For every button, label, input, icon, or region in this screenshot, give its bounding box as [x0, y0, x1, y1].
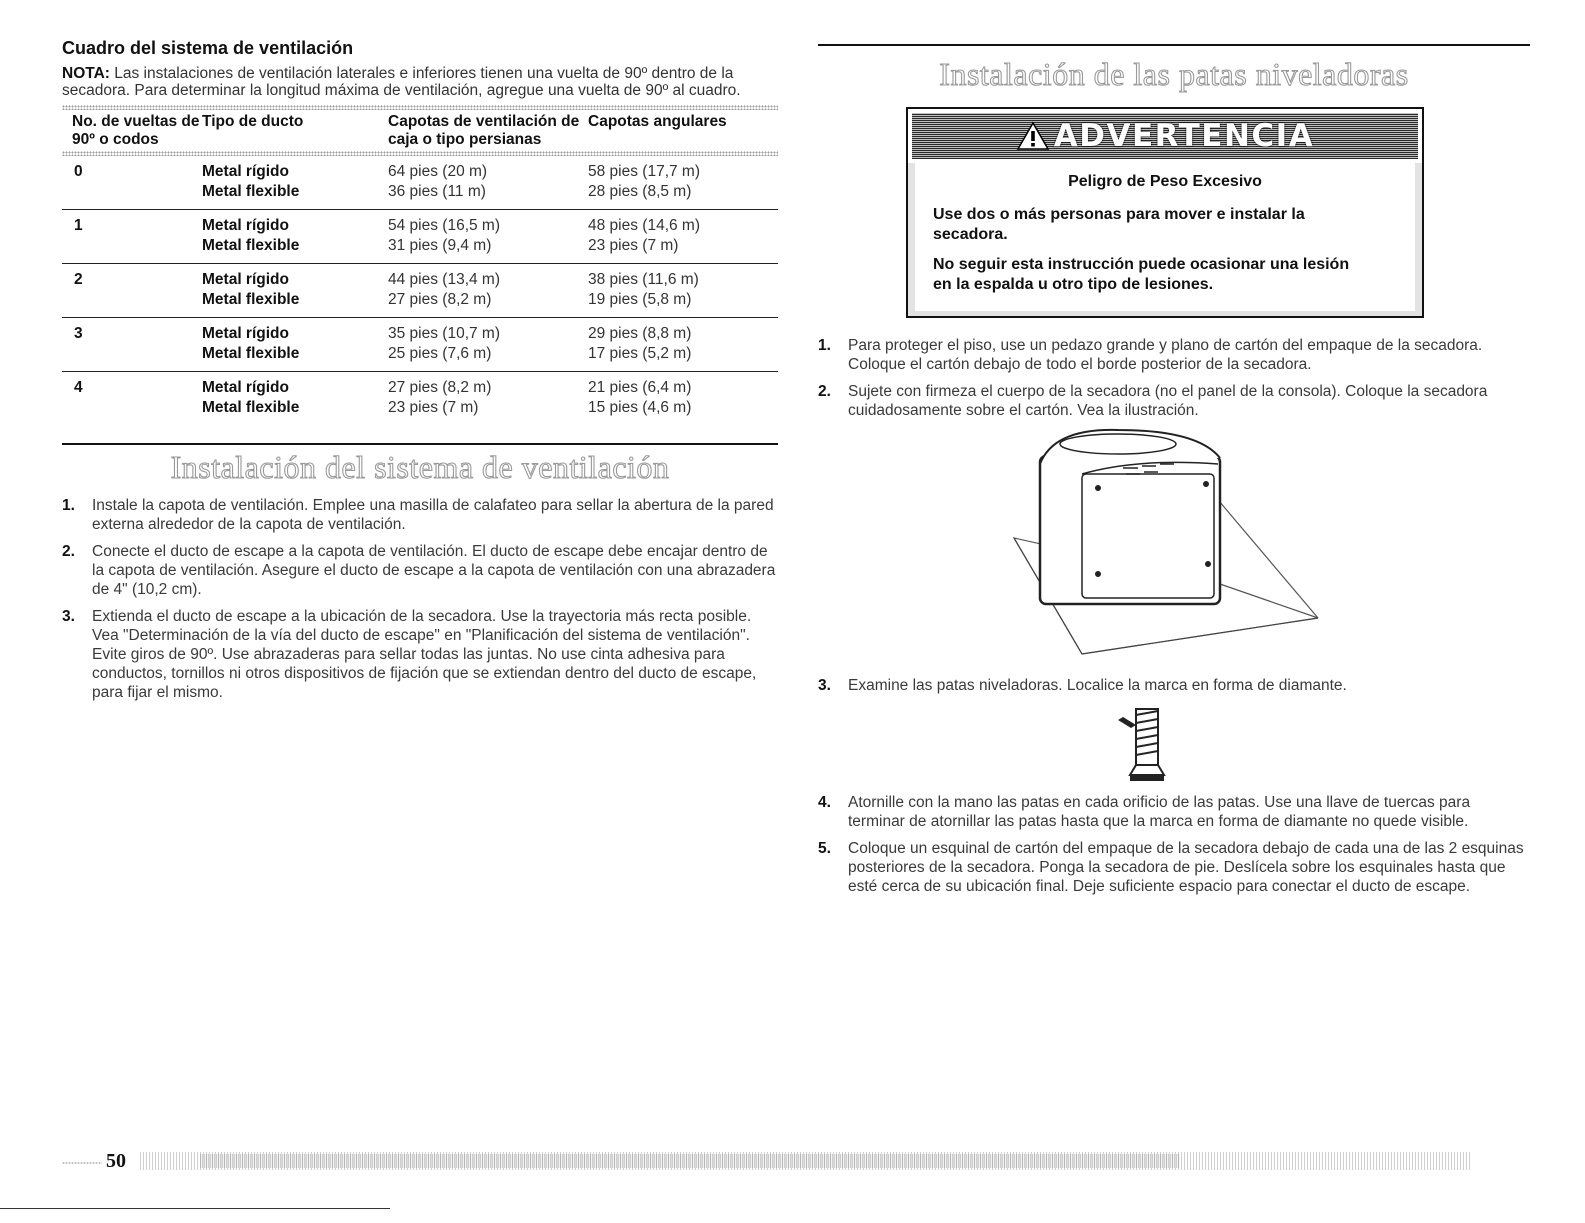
box-hood-cell: 25 pies (7,6 m): [388, 344, 588, 372]
step-item: [62, 496, 778, 534]
duct-type-cell: Metal rígido: [202, 163, 289, 180]
box-hood-cell: 23 pies (7 m): [388, 399, 479, 416]
duct-type-cell: Metal rígido: [202, 379, 289, 396]
leveling-steps-c: [818, 793, 1530, 896]
left-column: [62, 38, 778, 710]
step-number: 1.: [62, 497, 75, 514]
footer-leader: [62, 1162, 102, 1164]
step-text: Examine las patas niveladoras. Localice la marca en forma de diamante.: [848, 677, 1347, 694]
duct-type-cell: Metal rígido: [202, 325, 289, 342]
angled-hood-cell: 28 pies (8,5 m): [588, 182, 778, 210]
angled-hood-cell: 48 pies (14,6 m): [588, 217, 700, 234]
table-header-row: [62, 110, 778, 151]
box-hood-cell: 64 pies (20 m): [388, 163, 488, 180]
turns-cell: [62, 344, 202, 372]
warning-line-2: No seguir esta instrucción puede ocasionar una lesión en la espalda u otro tipo de lesiones.: [933, 256, 1350, 293]
step-number: 2.: [818, 383, 831, 400]
duct-type-cell: Metal flexible: [202, 399, 300, 416]
right-top-rule: [818, 44, 1530, 46]
table-row: [62, 264, 778, 291]
step-number: 2.: [62, 543, 75, 560]
angled-hood-cell: 17 pies (5,2 m): [588, 344, 778, 372]
step-text: Instale la capota de ventilación. Emplee una masilla de calafateo para sellar la abertura de la pared externa alrededor de la capota de ventilación.: [92, 497, 774, 533]
table-row: [62, 182, 778, 210]
step-item: [818, 336, 1530, 374]
duct-type-cell: Metal flexible: [202, 182, 388, 210]
step-text: Atornille con la mano las patas en cada orificio de las patas. Use una llave de tuercas para terminar de atornillar las patas hasta que la marca en forma de diamante no quede visible.: [848, 794, 1471, 830]
step-text: Extienda el ducto de escape a la ubicación de la secadora. Use la trayectoria más recta posible. Vea "Determinación de la vía del ducto de escape" en "Planificación del sistema de ventilación". Evite giros de 90º. Use abrazaderas para sellar todas las juntas. No use cinta adhesiva para conductos, tornillos ni otros dispositivos de fijación que se extiendan dentro del ducto de escape, para fijar el mismo.: [92, 608, 757, 701]
right-column: [818, 38, 1530, 904]
step-item: [62, 542, 778, 599]
note-paragraph: [62, 65, 778, 99]
angled-hood-cell: 23 pies (7 m): [588, 236, 778, 264]
warning-banner-text: ADVERTENCIA: [1053, 118, 1315, 154]
turns-cell: 3: [74, 325, 83, 342]
step-item: [62, 607, 778, 702]
bottom-edge-line: [0, 1208, 390, 1209]
step-item: [818, 676, 1530, 695]
dryer-on-cardboard-illustration: [818, 428, 1530, 668]
header-angled-hoods: Capotas angulares: [588, 113, 727, 130]
step-number: 3.: [818, 677, 831, 694]
dryer-tilted-icon: [818, 428, 1530, 668]
box-hood-cell: 36 pies (11 m): [388, 182, 588, 210]
turns-cell: [62, 398, 202, 425]
step-text: Sujete con firmeza el cuerpo de la secadora (no el panel de la consola). Coloque la secadora cuidadosamente sobre el cartón. Vea la ilustración.: [848, 383, 1488, 419]
duct-type-cell: Metal rígido: [202, 271, 289, 288]
table-row: [62, 156, 778, 182]
table-row: [62, 290, 778, 318]
leveling-legs-title: Instalación de las patas niveladoras: [939, 56, 1409, 92]
table-row: [62, 344, 778, 372]
step-number: 1.: [818, 337, 831, 354]
step-item: [818, 793, 1530, 831]
box-hood-cell: 54 pies (16,5 m): [388, 217, 500, 234]
step-number: 5.: [818, 840, 831, 857]
warning-box: [906, 107, 1424, 318]
turns-cell: 2: [74, 271, 83, 288]
section-rule: [62, 443, 778, 445]
step-item: [818, 839, 1530, 896]
warning-line-1: Use dos o más personas para mover e instalar la secadora.: [933, 206, 1305, 243]
angled-hood-cell: 15 pies (4,6 m): [588, 399, 692, 416]
turns-cell: [62, 182, 202, 210]
vent-table-heading: Cuadro del sistema de ventilación: [62, 38, 354, 58]
leveling-leg-icon: [818, 703, 1530, 787]
box-hood-cell: 44 pies (13,4 m): [388, 271, 500, 288]
turns-cell: [62, 290, 202, 318]
table-row: [62, 372, 778, 399]
warning-banner: [912, 113, 1418, 159]
box-hood-cell: 35 pies (10,7 m): [388, 325, 500, 342]
table-row: [62, 210, 778, 237]
step-text: Coloque un esquinal de cartón del empaque de la secadora debajo de cada una de las 2 esquinas posteriores de la secadora. Ponga la secadora de pie. Deslícela sobre los esquinales hasta que esté cerca de su ubicación final. Deje suficiente espacio para conectar el ducto de escape.: [848, 840, 1524, 895]
warning-subtitle: Peligro de Peso Excesivo: [1068, 173, 1262, 190]
footer-bar-inner: [200, 1154, 1180, 1168]
table-row: [62, 236, 778, 264]
warning-triangle-icon: [1016, 121, 1050, 151]
step-number: 3.: [62, 608, 75, 625]
angled-hood-cell: 38 pies (11,6 m): [588, 271, 699, 288]
duct-type-cell: Metal rígido: [202, 217, 289, 234]
warning-body: [908, 163, 1422, 316]
duct-type-cell: Metal flexible: [202, 290, 388, 318]
step-number: 4.: [818, 794, 831, 811]
duct-type-cell: Metal flexible: [202, 236, 388, 264]
box-hood-cell: 31 pies (9,4 m): [388, 236, 588, 264]
step-text: Para proteger el piso, use un pedazo grande y plano de cartón del empaque de la secadora. Coloque el cartón debajo de todo el borde posterior de la secadora.: [848, 337, 1483, 373]
vent-length-table: [62, 110, 778, 425]
vent-install-title: Instalación del sistema de ventilación: [170, 449, 670, 485]
leveling-leg-illustration: [818, 703, 1530, 787]
step-item: [818, 382, 1530, 420]
table-row: [62, 318, 778, 345]
box-hood-cell: 27 pies (8,2 m): [388, 379, 492, 396]
angled-hood-cell: 19 pies (5,8 m): [588, 290, 778, 318]
step-text: Conecte el ducto de escape a la capota de ventilación. El ducto de escape debe encajar dentro de la capota de ventilación. Asegure el ducto de escape a la capota de ventilación con una abrazadera de 4" (10,2 cm).: [92, 543, 776, 598]
note-label: NOTA:: [62, 65, 110, 82]
vent-install-steps: [62, 496, 778, 702]
header-turns: No. de vueltas de 90º o codos: [72, 113, 200, 148]
table-body: [62, 156, 778, 425]
page-number: 50: [106, 1150, 126, 1172]
leveling-steps-b: [818, 676, 1530, 695]
note-text: Las instalaciones de ventilación laterales e inferiores tienen una vuelta de 90º dentro de la secadora. Para determinar la longitud máxima de ventilación, agregue una vuelta de 90º al cuadro.: [62, 65, 741, 99]
angled-hood-cell: 21 pies (6,4 m): [588, 379, 692, 396]
turns-cell: [62, 236, 202, 264]
header-box-hoods: Capotas de ventilación de caja o tipo persianas: [388, 113, 580, 148]
box-hood-cell: 27 pies (8,2 m): [388, 290, 588, 318]
angled-hood-cell: 58 pies (17,7 m): [588, 163, 700, 180]
turns-cell: 0: [74, 163, 83, 180]
header-duct-type: Tipo de ducto: [202, 113, 304, 130]
turns-cell: 4: [74, 379, 83, 396]
leveling-steps-a: [818, 336, 1530, 420]
table-row: [62, 398, 778, 425]
duct-type-cell: Metal flexible: [202, 344, 388, 372]
angled-hood-cell: 29 pies (8,8 m): [588, 325, 692, 342]
turns-cell: 1: [74, 217, 83, 234]
